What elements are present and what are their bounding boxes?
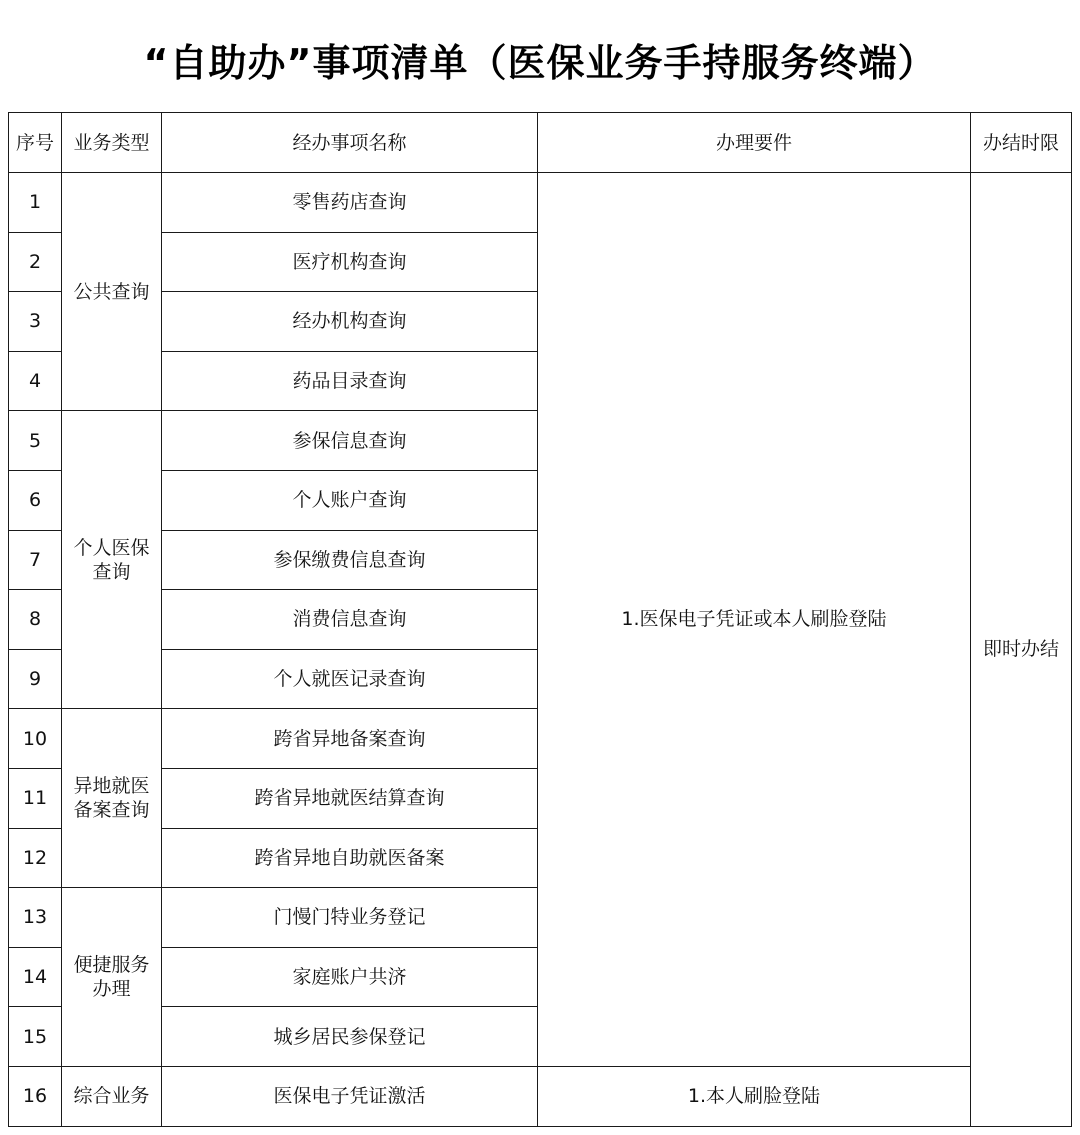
table-header-row: [9, 113, 1072, 173]
row-seq: 11: [9, 768, 62, 828]
row-seq: 12: [9, 828, 62, 888]
row-seq: 3: [9, 292, 62, 352]
row-name: 跨省异地备案查询: [162, 709, 538, 769]
group-type: 综合业务: [62, 1066, 162, 1126]
header-time-limit: 办结时限: [971, 113, 1072, 173]
row-seq: 16: [9, 1066, 62, 1126]
row-name: 经办机构查询: [162, 292, 538, 352]
row-name: 门慢门特业务登记: [162, 888, 538, 948]
group-type: 便捷服务 办理: [62, 888, 162, 1067]
row-seq: 13: [9, 888, 62, 948]
requirements-main: 1.医保电子凭证或本人刷脸登陆: [538, 173, 971, 1067]
row-seq: 6: [9, 470, 62, 530]
group-type: 个人医保 查询: [62, 411, 162, 709]
row-seq: 15: [9, 1007, 62, 1067]
group-type: 公共查询: [62, 173, 162, 411]
time-limit: 即时办结: [971, 173, 1072, 1127]
row-name: 医保电子凭证激活: [162, 1066, 538, 1126]
row-seq: 8: [9, 590, 62, 650]
row-seq: 10: [9, 709, 62, 769]
row-seq: 5: [9, 411, 62, 471]
row-seq: 1: [9, 173, 62, 233]
row-name: 个人账户查询: [162, 470, 538, 530]
service-items-table: [8, 112, 1072, 1127]
row-name: 医疗机构查询: [162, 232, 538, 292]
header-name: 经办事项名称: [162, 113, 538, 173]
row-name: 个人就医记录查询: [162, 649, 538, 709]
row-seq: 4: [9, 351, 62, 411]
group-type: 异地就医 备案查询: [62, 709, 162, 888]
requirements-last: 1.本人刷脸登陆: [538, 1066, 971, 1126]
row-name: 城乡居民参保登记: [162, 1007, 538, 1067]
row-name: 零售药店查询: [162, 173, 538, 233]
row-name: 跨省异地自助就医备案: [162, 828, 538, 888]
row-name: 消费信息查询: [162, 590, 538, 650]
header-type: 业务类型: [62, 113, 162, 173]
page-title: “自助办”事项清单（医保业务手持服务终端）: [143, 41, 937, 85]
row-seq: 2: [9, 232, 62, 292]
row-name: 家庭账户共济: [162, 947, 538, 1007]
table-row: [9, 1066, 1072, 1126]
row-name: 参保信息查询: [162, 411, 538, 471]
row-name: 参保缴费信息查询: [162, 530, 538, 590]
header-seq: 序号: [9, 113, 62, 173]
row-name: 跨省异地就医结算查询: [162, 768, 538, 828]
row-seq: 7: [9, 530, 62, 590]
table-row: [9, 173, 1072, 233]
row-name: 药品目录查询: [162, 351, 538, 411]
header-requirements: 办理要件: [538, 113, 971, 173]
row-seq: 9: [9, 649, 62, 709]
row-seq: 14: [9, 947, 62, 1007]
